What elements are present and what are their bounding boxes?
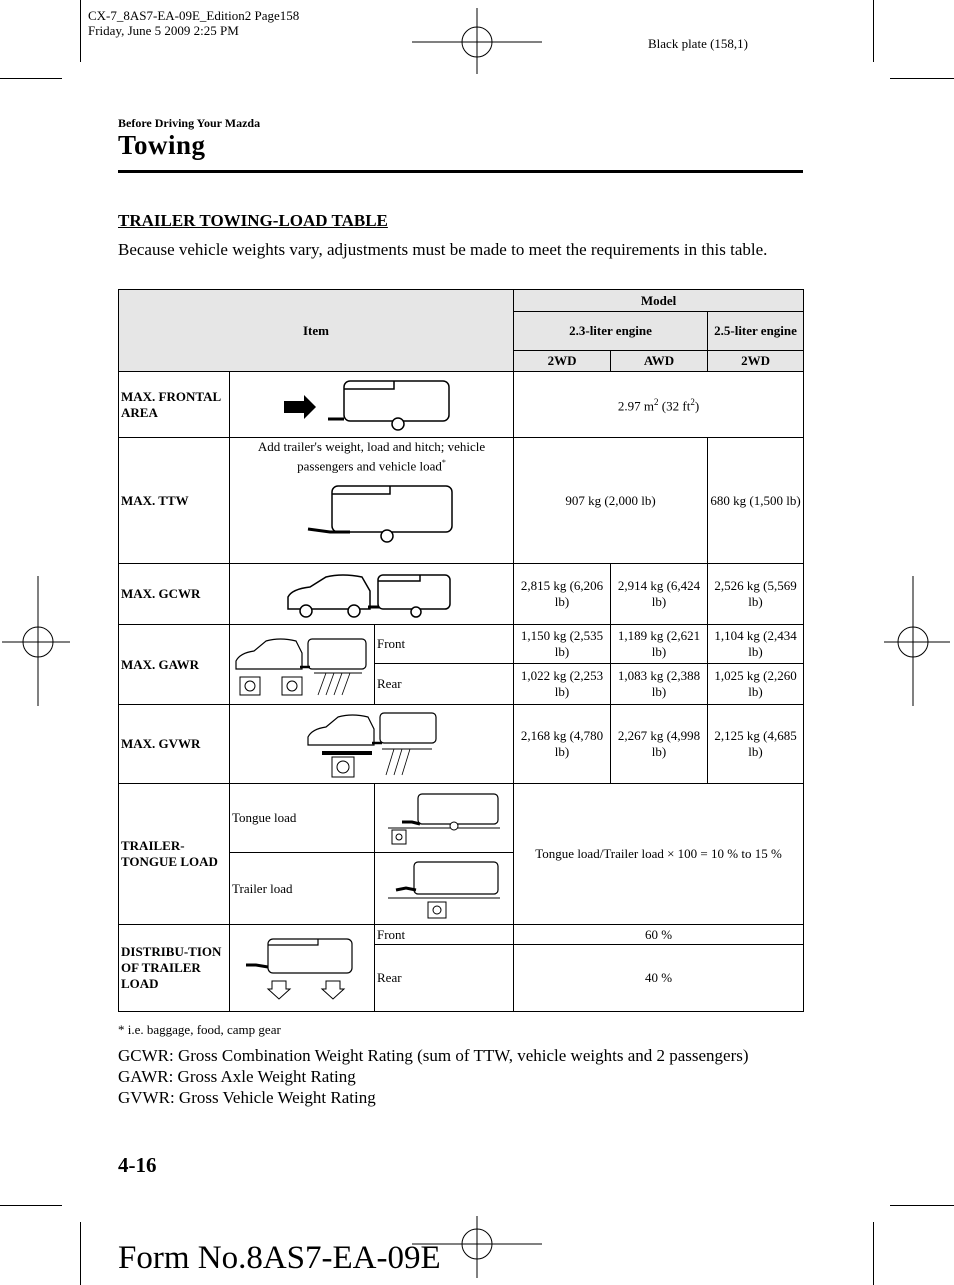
trailer-frontal-icon: [272, 375, 472, 435]
frontal-area-label: MAX. FRONTAL AREA: [119, 372, 230, 438]
registration-mark: [884, 576, 954, 706]
trailer-load-row-label: Trailer load: [230, 853, 375, 925]
plate-label: Black plate (158,1): [648, 36, 748, 51]
section-label: Before Driving Your Mazda: [118, 116, 261, 130]
ttw-label: MAX. TTW: [119, 438, 230, 564]
axle-scale-icon: [232, 633, 372, 697]
item-header: Item: [119, 290, 514, 372]
form-number: Form No.8AS7-EA-09E: [118, 1240, 441, 1276]
ttw-illustration: [230, 438, 514, 564]
definition-gcwr: GCWR: Gross Combination Weight Rating (sum of TTW, vehicle weights and 2 passengers): [118, 1046, 749, 1065]
gvwr-label: MAX. GVWR: [119, 705, 230, 784]
gvwr-illustration: [230, 705, 514, 784]
print-header: [88, 8, 299, 38]
gcwr-value: 2,815 kg (6,206 lb): [514, 564, 611, 625]
footnote: * i.e. baggage, food, camp gear: [118, 1022, 281, 1037]
gawr-front-value: 1,104 kg (2,434 lb): [708, 625, 804, 664]
trailer-distribution-icon: [242, 933, 362, 1003]
ttw-note-text: Add trailer's weight, load and hitch; vehicle passengers and vehicle load: [257, 439, 486, 474]
gawr-rear-value: 1,025 kg (2,260 lb): [708, 664, 804, 705]
crop-mark: [873, 0, 874, 62]
frontal-value-end: ): [694, 398, 700, 414]
gawr-rear-value: 1,022 kg (2,253 lb): [514, 664, 611, 705]
tongue-load-formula: Tongue load/Trailer load × 100 = 10 % to 15 %: [514, 784, 804, 925]
gawr-front-value: 1,150 kg (2,535 lb): [514, 625, 611, 664]
gawr-rear-label: Rear: [375, 664, 514, 705]
frontal-value-ft: (32 ft: [658, 398, 691, 414]
frontal-value-sup: 2: [690, 397, 695, 408]
page-number: 4-16: [118, 1153, 157, 1177]
gvwr-value: 2,125 kg (4,685 lb): [708, 705, 804, 784]
tongue-load-illustration: [375, 784, 514, 853]
distribution-rear-value: 40 %: [514, 945, 804, 1012]
ttw-note: [232, 439, 511, 474]
frontal-value-num: 2.97 m: [617, 398, 655, 414]
intro-text: Because vehicle weights vary, adjustments must be made to meet the requirements in this table.: [118, 240, 768, 259]
engine-23-header: 2.3-liter engine: [514, 312, 708, 351]
print-header-line2: Friday, June 5 2009 2:25 PM: [88, 23, 239, 38]
tongue-scale-icon: [384, 788, 504, 848]
distribution-label: DISTRIBU-TION OF TRAILER LOAD: [119, 925, 230, 1012]
gcwr-value: 2,914 kg (6,424 lb): [611, 564, 708, 625]
page-title: Towing: [118, 130, 206, 160]
crop-mark: [0, 78, 62, 79]
ttw-23-value: 907 kg (2,000 lb): [514, 438, 708, 564]
gawr-front-label: Front: [375, 625, 514, 664]
tongue-load-row-label: Tongue load: [230, 784, 375, 853]
model-header: Model: [514, 290, 804, 312]
title-rule: [118, 170, 803, 173]
gvwr-value: 2,267 kg (4,998 lb): [611, 705, 708, 784]
car-trailer-icon: [282, 569, 462, 619]
gcwr-illustration: [230, 564, 514, 625]
drive-2wd-header: 2WD: [514, 351, 611, 372]
gawr-label: MAX. GAWR: [119, 625, 230, 705]
towing-load-table: [118, 289, 804, 1012]
gvwr-value: 2,168 kg (4,780 lb): [514, 705, 611, 784]
tongue-load-label: TRAILER-TONGUE LOAD: [119, 784, 230, 925]
registration-mark: [412, 4, 542, 74]
frontal-area-illustration: [230, 372, 514, 438]
trailer-load-illustration: [375, 853, 514, 925]
definitions: [118, 1045, 808, 1108]
ttw-note-mark: *: [441, 458, 446, 467]
crop-mark: [0, 1205, 62, 1206]
registration-mark: [0, 576, 70, 706]
distribution-illustration: [230, 925, 375, 1012]
distribution-rear-label: Rear: [375, 945, 514, 1012]
gawr-illustration: [230, 625, 375, 705]
distribution-front-label: Front: [375, 925, 514, 945]
vehicle-scale-icon: [302, 709, 442, 779]
drive-awd-header: AWD: [611, 351, 708, 372]
ttw-25-value: 680 kg (1,500 lb): [708, 438, 804, 564]
frontal-value-sup: 2: [654, 397, 659, 408]
gawr-rear-value: 1,083 kg (2,388 lb): [611, 664, 708, 705]
gcwr-value: 2,526 kg (5,569 lb): [708, 564, 804, 625]
drive-2wd-b-header: 2WD: [708, 351, 804, 372]
subheading: TRAILER TOWING-LOAD TABLE: [118, 211, 388, 230]
distribution-front-value: 60 %: [514, 925, 804, 945]
crop-mark: [80, 0, 81, 62]
engine-25-header: 2.5-liter engine: [708, 312, 804, 351]
trailer-ttw-icon: [272, 474, 472, 546]
trailer-scale-icon: [384, 858, 504, 920]
crop-mark: [873, 1222, 874, 1285]
gcwr-label: MAX. GCWR: [119, 564, 230, 625]
gawr-front-value: 1,189 kg (2,621 lb): [611, 625, 708, 664]
definition-gvwr: GVWR: Gross Vehicle Weight Rating: [118, 1088, 376, 1107]
crop-mark: [890, 78, 954, 79]
frontal-area-value: [514, 372, 804, 438]
definition-gawr: GAWR: Gross Axle Weight Rating: [118, 1067, 356, 1086]
print-header-line1: CX-7_8AS7-EA-09E_Edition2 Page158: [88, 8, 300, 23]
crop-mark: [890, 1205, 954, 1206]
crop-mark: [80, 1222, 81, 1285]
